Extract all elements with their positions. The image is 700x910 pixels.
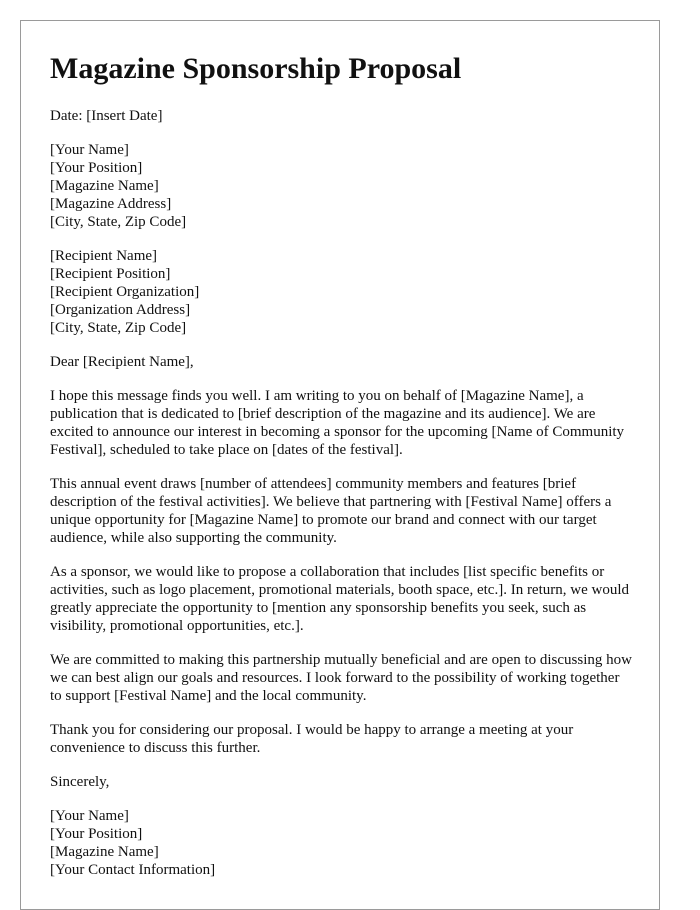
- body-paragraph-thanks: Thank you for considering our proposal. I would be happy to arrange a meeting at your convenience to discuss this further.: [50, 722, 574, 756]
- recipient-address-block: [50, 247, 632, 337]
- recipient-organization-address: [Organization Address]: [50, 302, 191, 318]
- letter-content: [50, 51, 632, 895]
- sender-position: [Your Position]: [50, 160, 143, 176]
- sender-magazine-address: [Magazine Address]: [50, 196, 172, 212]
- body-paragraph-intro: I hope this message finds you well. I am writing to you on behalf of [Magazine Name], a publication that is dedicated to [brief description of the magazine and its audience]. We are excited to announce our interest in becoming a sponsor for the upcoming [Name of Community Festival], scheduled to take place on [dates of the festival].: [50, 388, 625, 458]
- sender-name: [Your Name]: [50, 142, 129, 158]
- recipient-position: [Recipient Position]: [50, 266, 171, 282]
- sender-magazine-name: [Magazine Name]: [50, 178, 159, 194]
- recipient-organization: [Recipient Organization]: [50, 284, 200, 300]
- sender-address-block: [50, 141, 632, 231]
- signature-position: [Your Position]: [50, 826, 143, 842]
- document-title: Magazine Sponsorship Proposal: [50, 52, 462, 85]
- recipient-name: [Recipient Name]: [50, 248, 158, 264]
- date-line: Date: [Insert Date]: [50, 108, 163, 124]
- body-paragraph-proposal: As a sponsor, we would like to propose a collaboration that includes [list specific benefits or activities, such as logo placement, promotional materials, booth space, etc.]. In return, we would greatly appreciate the opportunity to [mention any sponsorship benefits you seek, such as visibility, promotional opportunities, etc.].: [50, 564, 629, 634]
- closing: Sincerely,: [50, 774, 110, 790]
- signature-block: [50, 807, 632, 879]
- sender-city-state-zip: [City, State, Zip Code]: [50, 214, 187, 230]
- body-paragraph-event: This annual event draws [number of attendees] community members and features [brief description of the festival activities]. We believe that partnering with [Festival Name] offers a unique opportunity for [Magazine Name] to promote our brand and connect with our target audience, while also supporting the community.: [50, 476, 612, 546]
- signature-contact-information: [Your Contact Information]: [50, 862, 216, 878]
- letter-page: [20, 20, 660, 910]
- salutation: Dear [Recipient Name],: [50, 354, 194, 370]
- signature-magazine-name: [Magazine Name]: [50, 844, 159, 860]
- recipient-city-state-zip: [City, State, Zip Code]: [50, 320, 187, 336]
- body-paragraph-commitment: We are committed to making this partnership mutually beneficial and are open to discussing how we can best align our goals and resources. I look forward to the possibility of working together to support [Festival Name] and the local community.: [50, 652, 632, 704]
- signature-name: [Your Name]: [50, 808, 129, 824]
